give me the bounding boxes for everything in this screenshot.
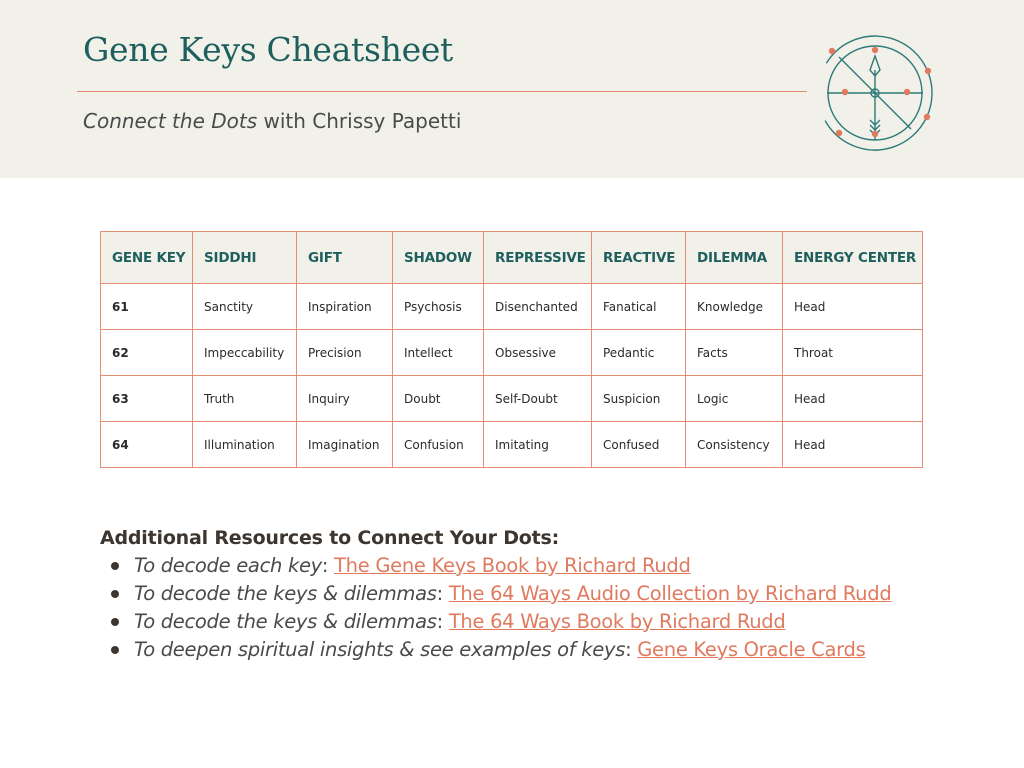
bullet-icon — [111, 590, 119, 598]
bullet-icon — [111, 646, 119, 654]
gene-key-cell: 63 — [101, 376, 193, 422]
header-reactive: REACTIVE — [592, 232, 686, 284]
energy-center-cell: Head — [783, 422, 923, 468]
compass-arrow-logo-icon — [812, 30, 938, 156]
page-subtitle — [83, 109, 461, 133]
siddhi-cell: Impeccability — [193, 330, 297, 376]
siddhi-cell: Truth — [193, 376, 297, 422]
siddhi-cell: Sanctity — [193, 284, 297, 330]
repressive-cell: Disenchanted — [484, 284, 592, 330]
resource-colon: : — [436, 610, 449, 633]
list-item — [100, 636, 891, 664]
resources-section — [100, 527, 891, 664]
dilemma-cell: Logic — [686, 376, 783, 422]
reactive-cell: Suspicion — [592, 376, 686, 422]
resource-colon: : — [625, 638, 638, 661]
header-siddhi: SIDDHI — [193, 232, 297, 284]
dilemma-cell: Facts — [686, 330, 783, 376]
table-row — [101, 422, 923, 468]
resource-lead: To decode the keys & dilemmas — [134, 610, 437, 633]
list-item — [100, 552, 891, 580]
repressive-cell: Obsessive — [484, 330, 592, 376]
bullet-icon — [111, 618, 119, 626]
gene-key-cell: 64 — [101, 422, 193, 468]
energy-center-cell: Throat — [783, 330, 923, 376]
title-divider — [77, 91, 807, 92]
resource-colon: : — [321, 554, 335, 577]
dilemma-cell: Consistency — [686, 422, 783, 468]
siddhi-cell: Illumination — [193, 422, 297, 468]
gene-keys-table — [100, 231, 923, 468]
header-repressive: REPRESSIVE — [484, 232, 592, 284]
header-energy-center: ENERGY CENTER — [783, 232, 923, 284]
energy-center-cell: Head — [783, 376, 923, 422]
header-gene-key: GENE KEY — [101, 232, 193, 284]
subtitle-rest: with Chrissy Papetti — [257, 109, 462, 133]
dilemma-cell: Knowledge — [686, 284, 783, 330]
reactive-cell: Confused — [592, 422, 686, 468]
resource-lead: To decode the keys & dilemmas — [134, 582, 437, 605]
gene-key-cell: 62 — [101, 330, 193, 376]
gift-cell: Imagination — [297, 422, 393, 468]
table-row — [101, 284, 923, 330]
header-shadow: SHADOW — [393, 232, 484, 284]
list-item — [100, 608, 891, 636]
gift-cell: Inspiration — [297, 284, 393, 330]
resource-lead: To decode each key — [134, 554, 322, 577]
table-row — [101, 376, 923, 422]
shadow-cell: Intellect — [393, 330, 484, 376]
resource-link-64-ways-audio[interactable]: The 64 Ways Audio Collection by Richard Rudd — [448, 582, 892, 605]
resource-lead: To deepen spiritual insights & see examples of keys — [134, 638, 626, 661]
shadow-cell: Psychosis — [393, 284, 484, 330]
gene-key-cell: 61 — [101, 284, 193, 330]
reactive-cell: Pedantic — [592, 330, 686, 376]
gift-cell: Inquiry — [297, 376, 393, 422]
shadow-cell: Doubt — [393, 376, 484, 422]
resources-list — [100, 552, 891, 664]
shadow-cell: Confusion — [393, 422, 484, 468]
resource-link-64-ways-book[interactable]: The 64 Ways Book by Richard Rudd — [448, 610, 786, 633]
resources-heading: Additional Resources to Connect Your Dots: — [100, 527, 560, 549]
subtitle-italic: Connect the Dots — [83, 109, 258, 133]
repressive-cell: Imitating — [484, 422, 592, 468]
repressive-cell: Self-Doubt — [484, 376, 592, 422]
table-row — [101, 330, 923, 376]
gift-cell: Precision — [297, 330, 393, 376]
resource-colon: : — [436, 582, 449, 605]
resource-link-gene-keys-book[interactable]: The Gene Keys Book by Richard Rudd — [334, 554, 691, 577]
energy-center-cell: Head — [783, 284, 923, 330]
header-banner — [0, 0, 1024, 178]
list-item — [100, 580, 891, 608]
table-header-row — [101, 232, 923, 284]
page-title: Gene Keys Cheatsheet — [83, 30, 454, 69]
bullet-icon — [111, 562, 119, 570]
reactive-cell: Fanatical — [592, 284, 686, 330]
header-dilemma: DILEMMA — [686, 232, 783, 284]
resource-link-oracle-cards[interactable]: Gene Keys Oracle Cards — [637, 638, 866, 661]
header-gift: GIFT — [297, 232, 393, 284]
